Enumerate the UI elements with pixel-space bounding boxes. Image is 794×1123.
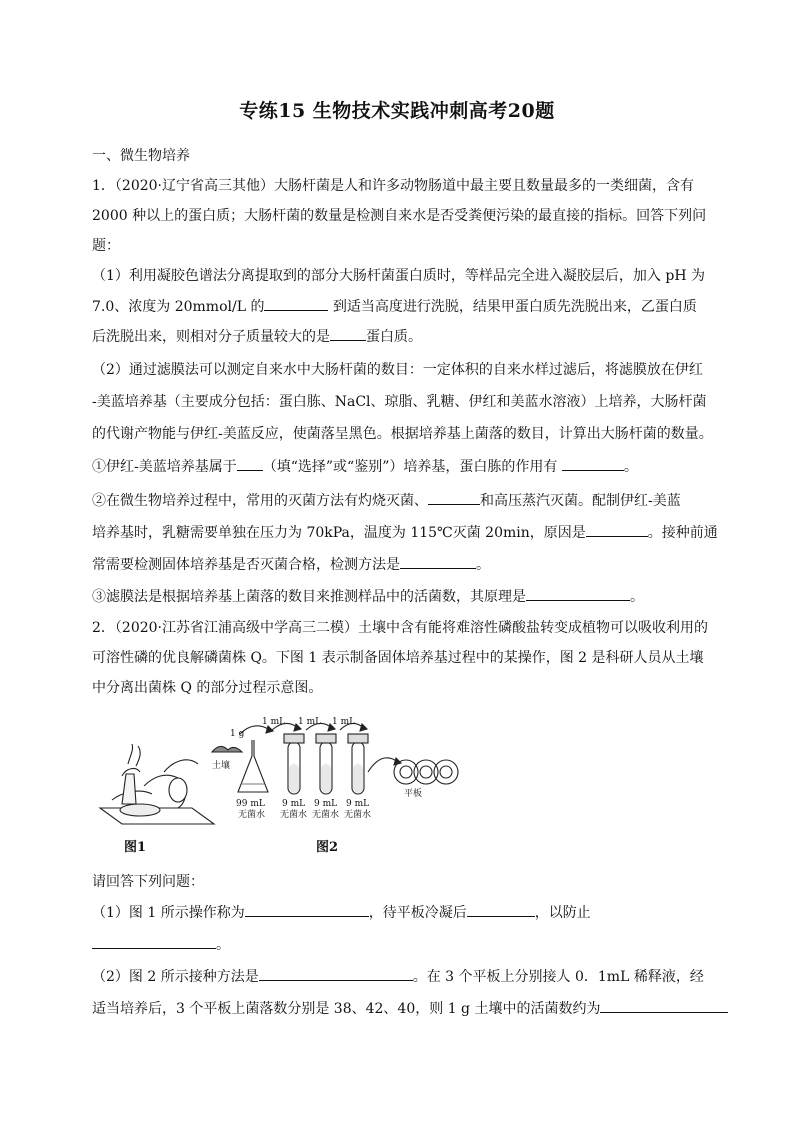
fig2-tube1-volume: 9 mL (282, 799, 306, 809)
q1-part2-line-3: 的代谢产物能与伊红-美蓝反应，使菌落呈黑色。根据培养基上菌落的数目，计算出大肠杆菌的数量。 (92, 426, 713, 442)
text: （1）图 1 所示操作称为 (92, 905, 245, 921)
q1-line-3: 题： (92, 238, 120, 254)
fig2-tube3-volume: 9 mL (346, 799, 370, 809)
q2-part1-line-2 (92, 934, 704, 955)
text: （2）图 2 所示接种方法是 (92, 969, 259, 985)
answer-blank[interactable] (259, 966, 413, 981)
text: ②在微生物培养过程中，常用的灭菌方法有灼烧灭菌、 (92, 493, 428, 509)
q1-part1-line-1: （1）利用凝胶色谱法分离提取到的部分大肠杆菌蛋白质时，等样品完全进入凝胶层后，加入 pH 为 (92, 268, 705, 284)
q2-line-1: 2．（2020·江苏省江浦高级中学高三二模）土壤中含有能将难溶性磷酸盐转变成植物可以吸收利用的 (92, 620, 708, 636)
q1-sub2-line-2 (92, 522, 718, 543)
text: 。 (476, 557, 490, 573)
fig2-plate-label: 平板 (404, 789, 423, 799)
q2-part1-line-1 (92, 902, 704, 923)
q1-line-1: 1．（2020·辽宁省高三其他）大肠杆菌是人和许多动物肠道中最主要且数量最多的一类细菌，含有 (92, 178, 694, 194)
text: （填“选择”或“鉴别”）培养基，蛋白胨的作用有 (262, 459, 562, 475)
fig2-flask-desc: 无菌水 (238, 810, 266, 820)
text: ③滤膜法是根据培养基上菌落的数目来推测样品中的活菌数，其原理是 (92, 589, 526, 605)
q2-line-3: 中分离出菌株 Q 的部分过程示意图。 (92, 680, 323, 696)
fig2-tube3-desc: 无菌水 (344, 810, 372, 820)
section-heading: 一、微生物培养 (92, 148, 190, 164)
answer-blank[interactable] (428, 490, 480, 505)
fig2-label: 图2 (316, 840, 339, 855)
answer-blank[interactable] (264, 296, 328, 311)
answer-blank[interactable] (400, 554, 476, 569)
fig2-mass-label: 1 g (230, 729, 245, 739)
q1-sub3 (92, 586, 704, 607)
text: ①伊红-美蓝培养基属于 (92, 459, 237, 475)
page-title: 专练15 生物技术实践冲刺高考20题 (239, 100, 555, 122)
answer-blank[interactable] (586, 522, 648, 537)
q1-sub2-line-3 (92, 554, 704, 575)
text: 。在 3 个平板上分别接人 0．1mL 稀释液，经 (412, 969, 704, 985)
fig2-soil-label: 土壤 (212, 761, 231, 771)
answer-blank[interactable] (330, 326, 366, 341)
answer-blank[interactable] (237, 456, 263, 471)
q2-ask: 请回答下列问题： (92, 874, 204, 890)
fig2-tube2-desc: 无菌水 (312, 810, 340, 820)
text: 7.0、浓度为 20mmol/L 的 (92, 299, 265, 315)
q1-part2-line-1: （2）通过滤膜法可以测定自来水中大肠杆菌的数目：一定体积的自来水样过滤后，将滤膜放在伊红 (92, 362, 703, 378)
fig1-pouring-plate (100, 744, 214, 824)
text: 。接种前通 (647, 525, 718, 541)
q1-sub1 (92, 456, 704, 477)
text: 和高压蒸汽灭菌。配制伊红-美蓝 (480, 493, 681, 509)
fig1-label: 图1 (124, 840, 147, 855)
answer-blank[interactable] (467, 902, 535, 917)
fig2-transfer-1: 1 mL (262, 717, 286, 727)
q1-line-2: 2000 种以上的蛋白质；大肠杆菌的数量是检测自来水是否受粪便污染的最直接的指标。回答下列问 (92, 208, 707, 224)
text: 到适当高度进行洗脱，结果甲蛋白质先洗脱出来，乙蛋白质 (328, 299, 697, 315)
answer-blank[interactable] (562, 456, 624, 471)
figure-area (92, 716, 512, 866)
q2-part2-line-2 (92, 998, 704, 1019)
text: 。 (630, 589, 644, 605)
text: 。 (623, 459, 638, 475)
text: 蛋白质。 (366, 329, 422, 345)
text: ，待平板冷凝后 (368, 905, 467, 921)
text: 后洗脱出来，则相对分子质量较大的是 (92, 329, 330, 345)
figure-illustration (92, 716, 512, 866)
q1-part1-line-3 (92, 326, 704, 347)
q1-part1-line-2 (92, 296, 704, 317)
fig2-transfer-3: 1 mL (332, 717, 356, 727)
answer-blank[interactable] (526, 586, 630, 601)
text: 培养基时，乳糖需要单独在压力为 70kPa，温度为 115℃灭菌 20min，原因是 (92, 525, 586, 541)
fig2-transfer-2: 1 mL (298, 717, 322, 727)
fig2-tube1-desc: 无菌水 (280, 810, 308, 820)
q2-line-2: 可溶性磷的优良解磷菌株 Q。下图 1 表示制备固体培养基过程中的某操作，图 2 是科研人员从土壤 (92, 650, 704, 666)
answer-blank[interactable] (600, 998, 728, 1013)
answer-blank[interactable] (245, 902, 369, 917)
q1-part2-line-2: -美蓝培养基（主要成分包括：蛋白胨、NaCl、琼脂、乳糖、伊红和美蓝水溶液）上培养，大肠杆菌 (92, 394, 707, 410)
text: 。 (216, 937, 230, 953)
q2-part2-line-1 (92, 966, 704, 987)
answer-blank[interactable] (92, 934, 216, 949)
q1-sub2-line-1 (92, 490, 704, 511)
fig2-flask-volume: 99 mL (236, 799, 265, 809)
fig2-tube2-volume: 9 mL (314, 799, 338, 809)
text: 常需要检测固体培养基是否灭菌合格，检测方法是 (92, 557, 400, 573)
text: 适当培养后，3 个平板上菌落数分别是 38、42、40，则 1 g 土壤中的活菌数约为 (92, 1001, 601, 1017)
text: ，以防止 (534, 905, 591, 921)
fig2-serial-dilution (212, 723, 458, 794)
